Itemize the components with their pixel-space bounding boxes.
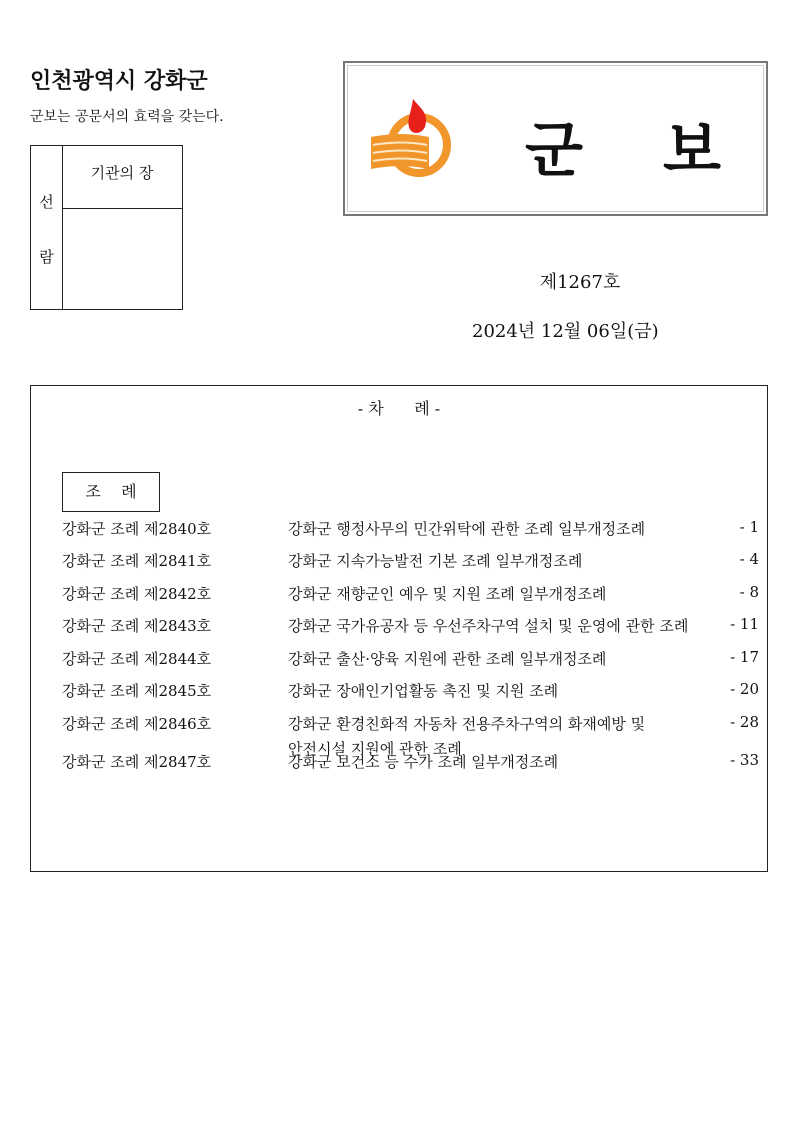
ordinance-number: 강화군 조례 제2846호 [62,715,212,733]
review-label-1: 선 [39,193,54,211]
review-cell-title: 기관의 장 [62,138,182,209]
issue-number: 제1267호 [539,272,621,293]
ordinance-number: 강화군 조례 제2840호 [62,520,212,538]
toc-item[interactable] [31,680,767,702]
toc-item[interactable] [31,583,767,605]
ordinance-number: 강화군 조례 제2845호 [62,682,212,700]
toc-item[interactable] [31,550,767,572]
ordinance-title: 강화군 행정사무의 민간위탁에 관한 조례 일부개정조례 [288,520,646,538]
ordinance-title: 강화군 보건소 등 수가 조례 일부개정조례 [288,753,559,771]
legal-note: 군보는 공문서의 효력을 갖는다. [30,109,224,125]
ordinance-number: 강화군 조례 제2842호 [62,585,212,603]
ordinance-number: 강화군 조례 제2847호 [62,753,212,771]
ordinance-title-continued: 안전시설 지원에 관한 조례 [288,740,462,758]
banner-title-1: 군 [525,116,583,186]
toc-item[interactable] [31,615,767,637]
banner-title-2: 보 [663,116,721,186]
ordinance-title: 강화군 출산·양육 지원에 관한 조례 일부개정조례 [288,650,607,668]
page-number: - 28 [730,713,759,731]
review-label-2: 람 [39,248,54,266]
toc-item[interactable] [31,648,767,670]
ordinance-title: 강화군 장애인기업활동 촉진 및 지원 조례 [288,682,559,700]
ordinance-title: 강화군 지속가능발전 기본 조례 일부개정조례 [288,552,583,570]
county-emblem-icon [371,93,461,183]
toc-title: - 차 례 - [357,399,441,418]
issue-date: 2024년 12월 06일(금) [472,321,659,342]
page-number: - 11 [730,615,759,633]
page-number: - 1 [739,518,759,536]
toc-item[interactable] [31,713,767,758]
ordinance-number: 강화군 조례 제2841호 [62,552,212,570]
page-number: - 17 [730,648,759,666]
page-number: - 8 [739,583,759,601]
ordinance-number: 강화군 조례 제2843호 [62,617,212,635]
ordinance-title: 강화군 국가유공자 등 우선주차구역 설치 및 운영에 관한 조례 [288,617,689,635]
gazette-banner [343,61,768,216]
table-of-contents [30,385,768,872]
toc-item[interactable] [31,518,767,540]
ordinance-number: 강화군 조례 제2844호 [62,650,212,668]
review-box [30,145,183,310]
organization-name: 인천광역시 강화군 [30,69,208,94]
ordinance-title: 강화군 환경친화적 자동차 전용주차구역의 화재예방 및 [288,715,646,733]
toc-section-label: 조 례 [62,472,160,512]
toc-item[interactable] [31,751,767,773]
page-number: - 4 [739,550,759,568]
ordinance-title: 강화군 재향군인 예우 및 지원 조례 일부개정조례 [288,585,607,603]
page-number: - 20 [730,680,759,698]
page-number: - 33 [730,751,759,769]
review-label-column [31,146,63,309]
